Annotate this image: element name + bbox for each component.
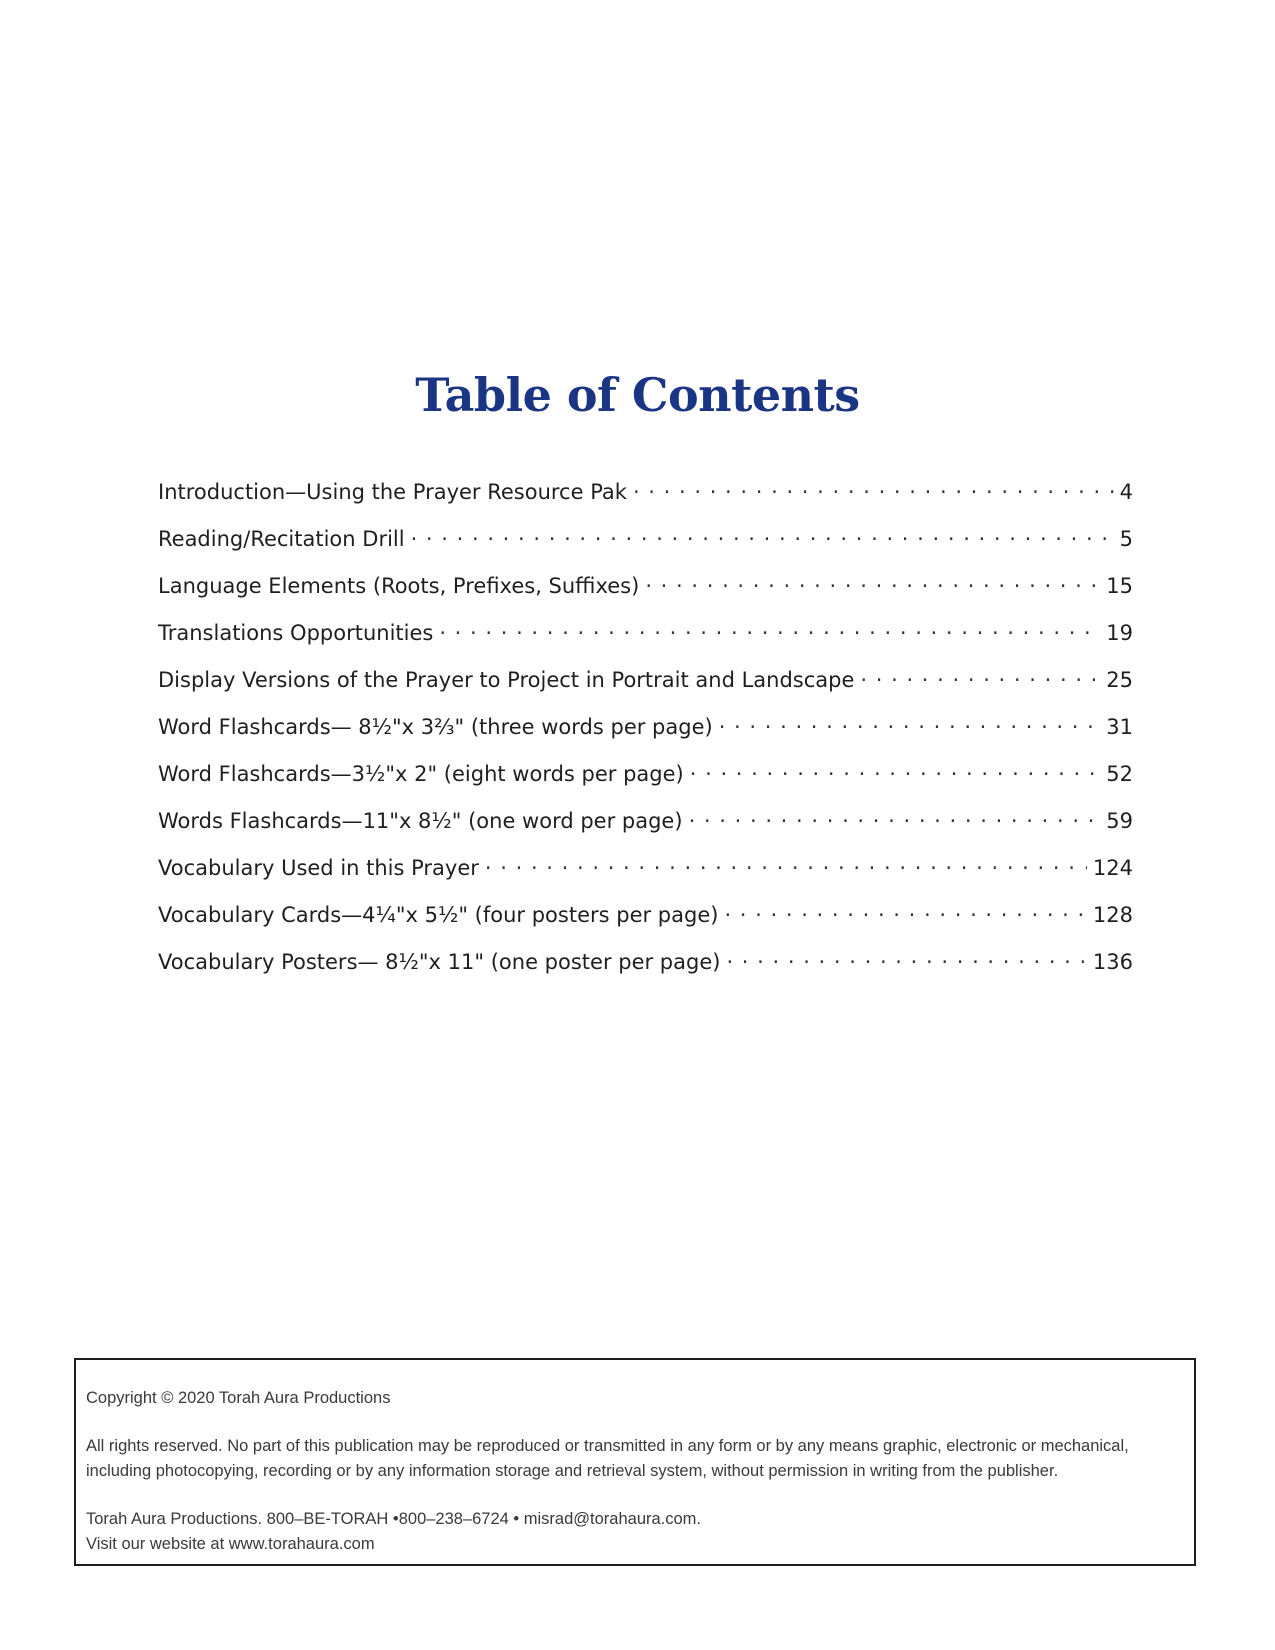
page-title: Table of Contents: [415, 368, 860, 422]
toc-entry[interactable]: [158, 474, 1133, 521]
toc-entry-label: Vocabulary Cards—4¼"x 5½" (four posters per page): [158, 903, 719, 928]
toc-entry[interactable]: [158, 756, 1133, 803]
toc-entry-page-number: 5: [1119, 527, 1133, 552]
toc-entry-label: Words Flashcards—11"x 8½" (one word per page): [158, 809, 683, 834]
toc-entry[interactable]: [158, 850, 1133, 897]
toc-entry-label: Display Versions of the Prayer to Project in Portrait and Landscape: [158, 668, 855, 693]
toc-entry-label: Language Elements (Roots, Prefixes, Suffixes): [158, 574, 640, 599]
toc-entry-label: Word Flashcards—3½"x 2" (eight words per page): [158, 762, 684, 787]
rights-statement-line: including photocopying, recording or by any information storage and retrieval system, without permission in writing from the publisher.: [86, 1462, 1059, 1480]
toc-entry-page-number: 59: [1106, 809, 1133, 834]
copyright-box: [74, 1358, 1196, 1566]
rights-reserved-statement: [86, 1434, 1182, 1484]
toc-entry-page-number: 124: [1092, 856, 1133, 881]
toc-entry-page-number: 19: [1106, 621, 1133, 646]
toc-entry[interactable]: [158, 803, 1133, 850]
toc-entry[interactable]: [158, 944, 1133, 991]
rights-statement-line: All rights reserved. No part of this publication may be reproduced or transmitted in any form or by any means graphic, electronic or mechanical,: [86, 1437, 1129, 1455]
toc-dot-leader: [719, 709, 1101, 734]
toc-entry-page-number: 128: [1092, 903, 1133, 928]
toc-dot-leader: [411, 521, 1114, 546]
toc-dot-leader: [485, 850, 1087, 875]
toc-entry-page-number: 25: [1106, 668, 1133, 693]
toc-entry-label: Translations Opportunities: [158, 621, 434, 646]
toc-entry-label: Vocabulary Used in this Prayer: [158, 856, 479, 881]
copyright-notice: Copyright © 2020 Torah Aura Productions: [86, 1389, 391, 1407]
toc-entry-page-number: 136: [1092, 950, 1133, 975]
toc-entry[interactable]: [158, 897, 1133, 944]
website-link[interactable]: Visit our website at www.torahaura.com: [86, 1535, 375, 1553]
toc-entry-label: Vocabulary Posters— 8½"x 11" (one poster per page): [158, 950, 721, 975]
toc-entry[interactable]: [158, 662, 1133, 709]
table-of-contents: [158, 474, 1133, 991]
toc-dot-leader: [689, 803, 1101, 828]
toc-entry-label: Introduction—Using the Prayer Resource Pak: [158, 480, 627, 505]
toc-entry-page-number: 4: [1119, 480, 1133, 505]
toc-dot-leader: [860, 662, 1100, 687]
toc-entry-page-number: 15: [1106, 574, 1133, 599]
toc-entry-page-number: 31: [1106, 715, 1133, 740]
toc-dot-leader: [633, 474, 1114, 499]
toc-entry[interactable]: [158, 709, 1133, 756]
toc-dot-leader: [439, 615, 1100, 640]
toc-dot-leader: [724, 897, 1086, 922]
toc-entry-label: Word Flashcards— 8½"x 3⅔" (three words per page): [158, 715, 713, 740]
publisher-contact: [86, 1507, 1182, 1557]
toc-entry[interactable]: [158, 521, 1133, 568]
toc-entry[interactable]: [158, 568, 1133, 615]
toc-entry-page-number: 52: [1106, 762, 1133, 787]
toc-dot-leader: [645, 568, 1100, 593]
toc-entry-label: Reading/Recitation Drill: [158, 527, 405, 552]
contact-info: Torah Aura Productions. 800–BE-TORAH •800–238–6724 • misrad@torahaura.com.: [86, 1510, 702, 1528]
toc-dot-leader: [726, 944, 1086, 969]
toc-dot-leader: [690, 756, 1101, 781]
toc-entry[interactable]: [158, 615, 1133, 662]
